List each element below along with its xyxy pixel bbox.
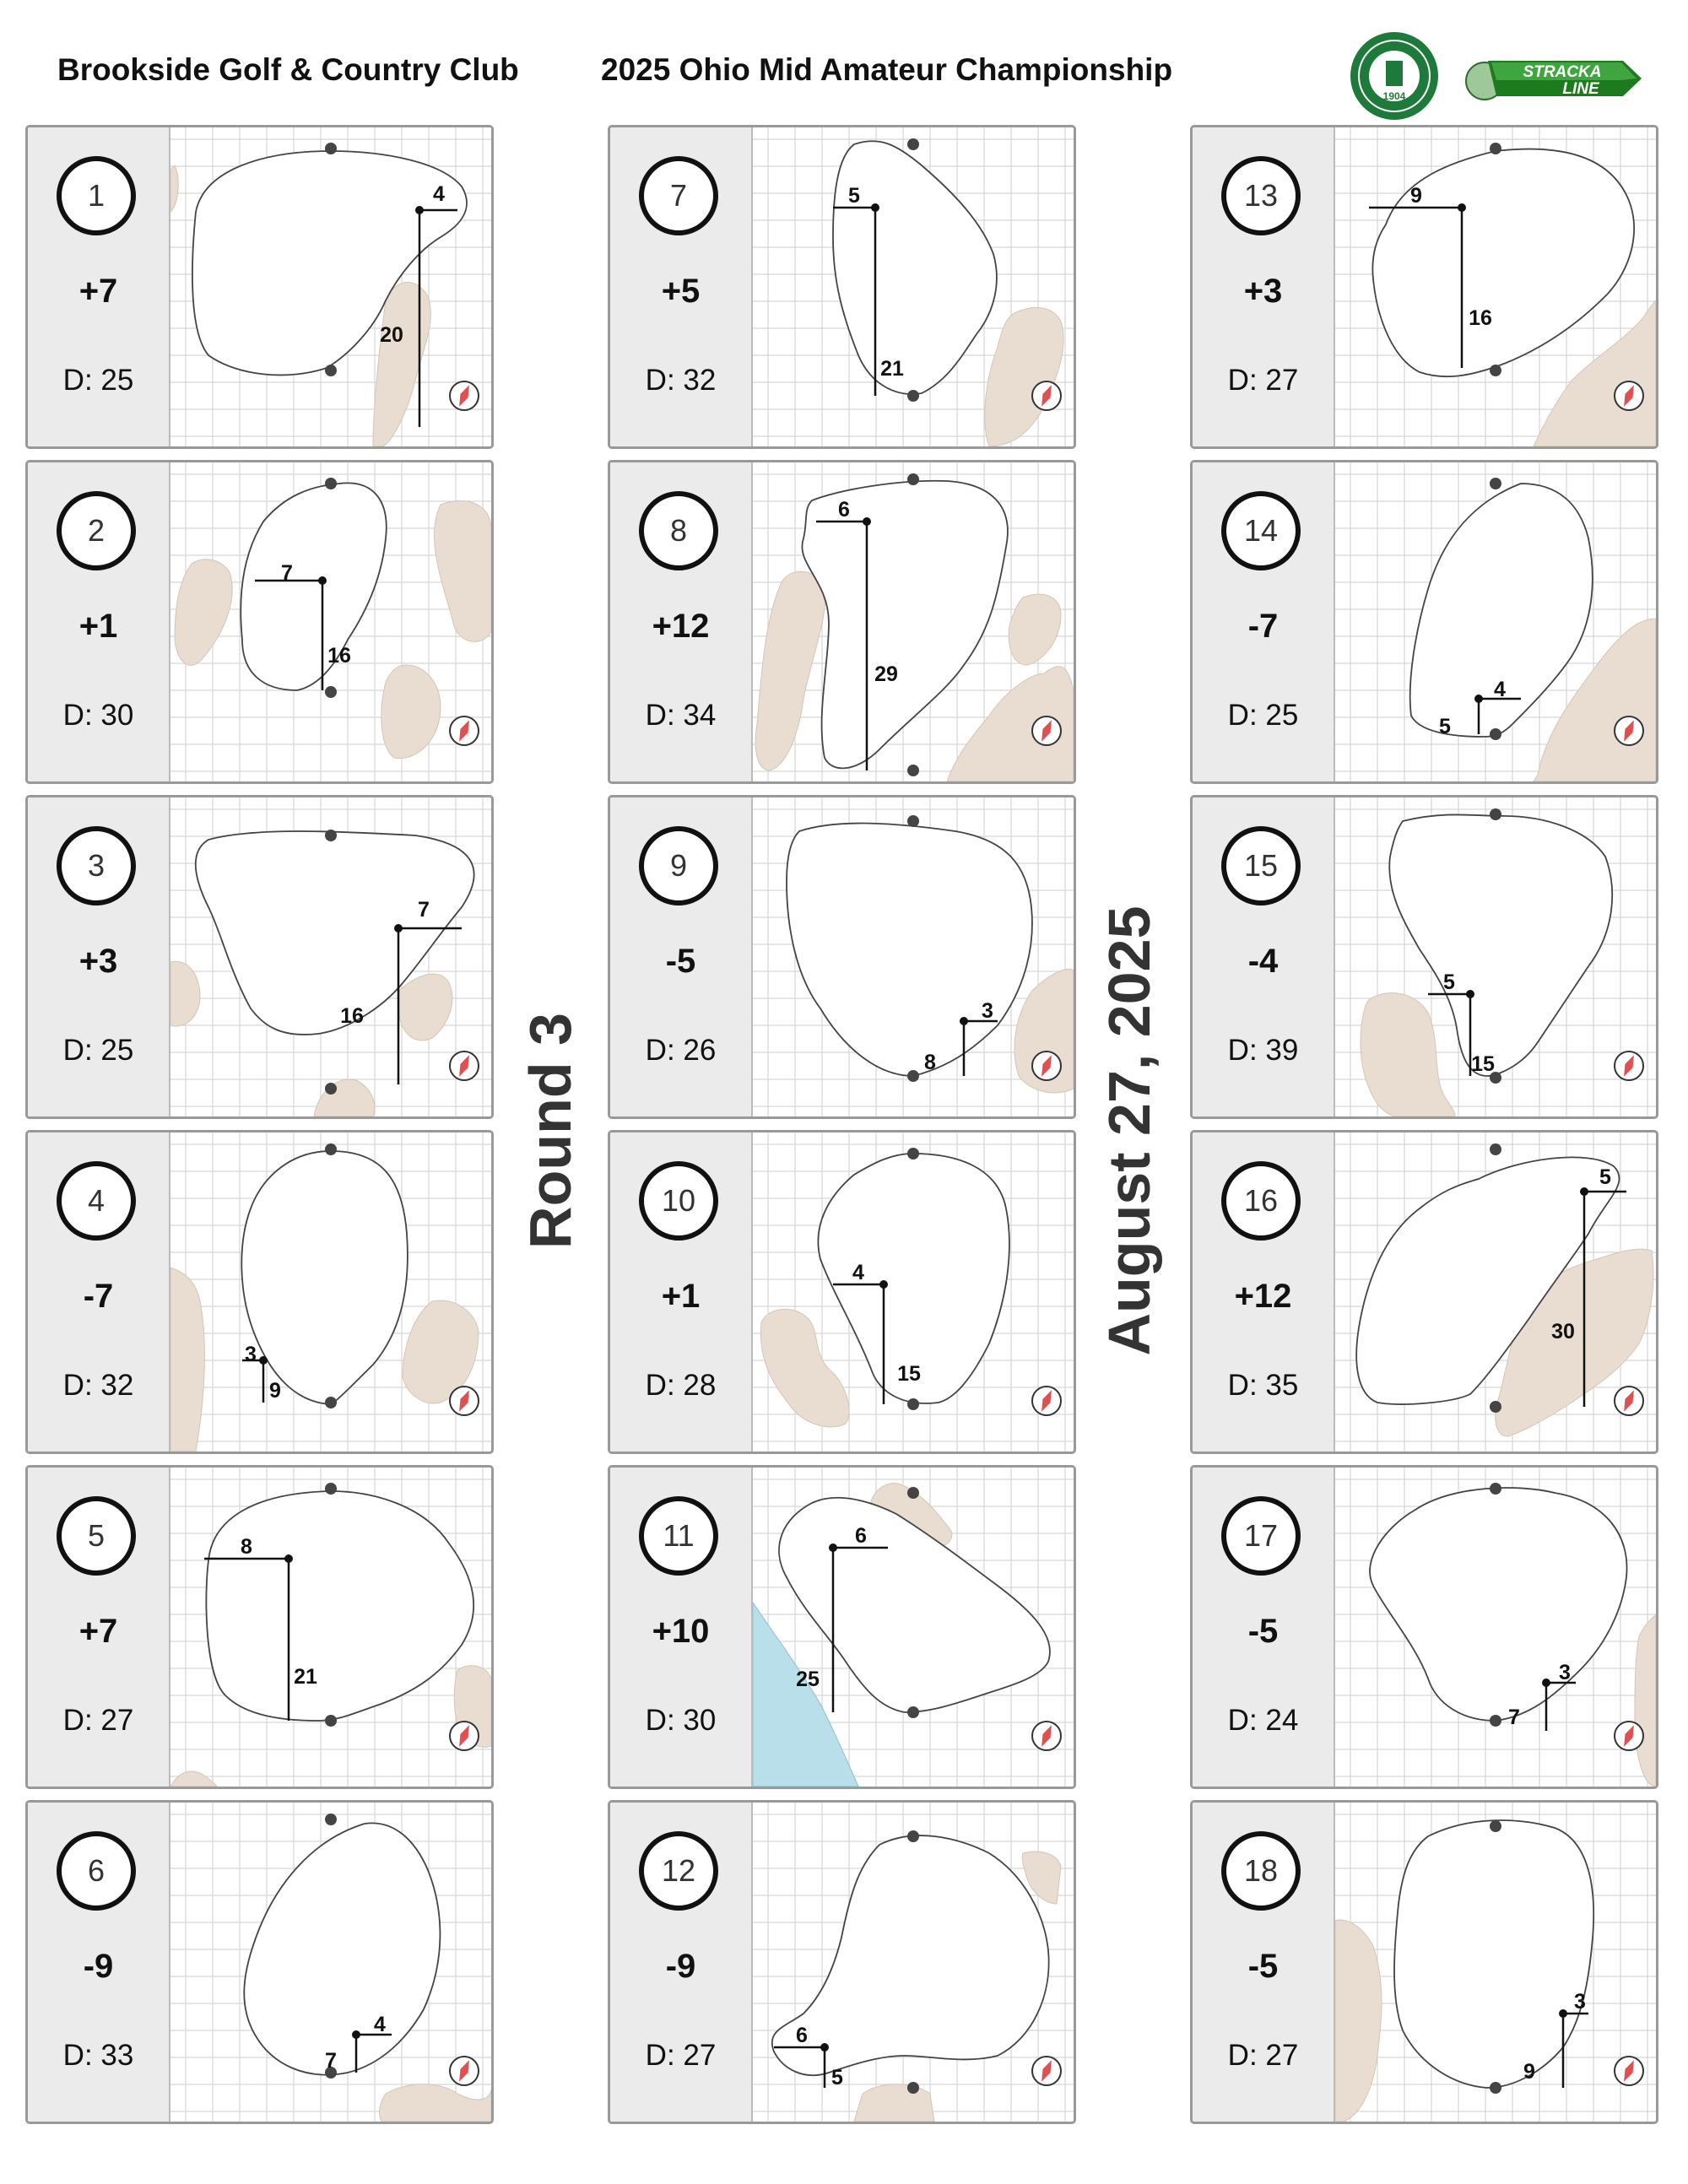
hole-info-panel <box>1193 1803 1335 2122</box>
green-diagram <box>1335 1803 1656 2122</box>
side-measure-text: 6 <box>838 498 850 522</box>
edge-marker <box>1490 728 1501 740</box>
green-diagram <box>170 1803 491 2122</box>
hole-info-panel <box>610 127 753 446</box>
depth-measure-text: 16 <box>340 1004 364 1028</box>
pin-location <box>960 1017 968 1025</box>
hole-card-3 <box>25 795 494 1119</box>
hole-info-panel <box>1193 797 1335 1116</box>
green-diagram <box>170 797 491 1116</box>
hole-number: 1 <box>57 156 136 235</box>
edge-marker <box>907 1830 919 1842</box>
green-depth: D: 27 <box>62 1704 134 1737</box>
hole-card-4 <box>25 1130 494 1454</box>
pin-offset: +3 <box>1243 273 1283 310</box>
hole-card-10 <box>608 1130 1076 1454</box>
hole-number: 3 <box>57 826 136 905</box>
side-measure-text: 3 <box>245 1343 257 1366</box>
hole-number: 6 <box>57 1831 136 1911</box>
depth-measure-text: 5 <box>831 2066 843 2089</box>
pin-location <box>284 1554 293 1563</box>
pin-location <box>394 924 403 933</box>
side-measure-text: 5 <box>848 184 860 208</box>
depth-measure-text: 16 <box>1469 306 1492 330</box>
edge-marker <box>907 138 919 150</box>
compass-icon <box>1032 2057 1061 2085</box>
green-diagram <box>170 1133 491 1451</box>
ohio-golf-association-logo <box>1349 30 1440 122</box>
green-depth: D: 25 <box>62 1034 134 1067</box>
pin-location <box>820 2043 829 2052</box>
hole-number: 18 <box>1221 1831 1301 1911</box>
compass-icon <box>1615 716 1643 745</box>
pin-offset: +1 <box>78 608 118 645</box>
edge-marker <box>907 390 919 402</box>
pin-location <box>1542 1679 1550 1687</box>
green-diagram <box>1335 462 1656 781</box>
edge-marker <box>907 1706 919 1718</box>
compass-icon <box>1615 381 1643 410</box>
edge-marker <box>907 473 919 485</box>
depth-measure-text: 16 <box>327 644 351 668</box>
hole-number: 15 <box>1221 826 1301 905</box>
hole-card-15 <box>1190 795 1658 1119</box>
side-measure-text: 8 <box>241 1535 252 1559</box>
green-diagram <box>170 462 491 781</box>
side-measure-text: 9 <box>1410 184 1422 208</box>
green-depth: D: 34 <box>645 699 717 732</box>
edge-marker <box>1490 478 1501 489</box>
green-diagram <box>1335 797 1656 1116</box>
edge-marker <box>1490 365 1501 376</box>
hole-card-5 <box>25 1465 494 1789</box>
side-measure-text: 6 <box>796 2024 808 2047</box>
hole-card-9 <box>608 795 1076 1119</box>
depth-measure-text: 30 <box>1551 1320 1575 1343</box>
hole-info-panel <box>610 462 753 781</box>
side-measure-text: 3 <box>1559 1661 1571 1684</box>
hole-card-17 <box>1190 1465 1658 1789</box>
hole-number: 8 <box>639 491 718 570</box>
pin-offset: -9 <box>665 1948 696 1985</box>
edge-marker <box>1490 1143 1501 1155</box>
compass-icon <box>450 1051 479 1080</box>
pin-location <box>879 1280 888 1289</box>
depth-measure-text: 21 <box>294 1665 317 1689</box>
hole-card-16 <box>1190 1130 1658 1454</box>
green-diagram <box>1335 127 1656 446</box>
pin-offset: -7 <box>83 1278 114 1315</box>
compass-icon <box>1032 1722 1061 1750</box>
hole-info-panel <box>28 1803 170 2122</box>
side-measure-text: 7 <box>418 898 430 922</box>
green-depth: D: 39 <box>1227 1034 1299 1067</box>
green-diagram <box>1335 1468 1656 1787</box>
green-diagram <box>753 797 1074 1116</box>
green-depth: D: 27 <box>1227 2039 1299 2072</box>
edge-marker <box>907 765 919 776</box>
edge-marker <box>1490 1820 1501 1832</box>
hole-info-panel <box>1193 127 1335 446</box>
pin-location <box>871 203 879 212</box>
green-depth: D: 30 <box>645 1704 717 1737</box>
hole-number: 9 <box>639 826 718 905</box>
hole-info-panel <box>28 462 170 781</box>
bunker <box>175 560 232 666</box>
compass-icon <box>450 381 479 410</box>
hole-card-18 <box>1190 1800 1658 2124</box>
green-outline <box>206 1491 473 1721</box>
edge-marker <box>907 1070 919 1082</box>
edge-marker <box>325 1814 337 1825</box>
edge-marker <box>1490 143 1501 154</box>
hole-info-panel <box>610 1468 753 1787</box>
pin-location <box>1466 990 1474 998</box>
hole-number: 10 <box>639 1161 718 1241</box>
pin-offset: +10 <box>652 1613 710 1650</box>
hole-info-panel <box>28 797 170 1116</box>
pin-offset: -5 <box>665 943 696 980</box>
edge-marker <box>1490 1715 1501 1727</box>
green-outline <box>802 481 1008 769</box>
edge-marker <box>325 478 337 489</box>
bunker <box>760 1309 849 1427</box>
green-depth: D: 30 <box>62 699 134 732</box>
pin-offset: -7 <box>1247 608 1279 645</box>
hole-number: 5 <box>57 1496 136 1576</box>
compass-icon <box>450 2057 479 2085</box>
green-depth: D: 33 <box>62 2039 134 2072</box>
pin-location <box>863 517 871 526</box>
bunker <box>1009 594 1061 665</box>
depth-measure-text: 9 <box>269 1379 281 1403</box>
green-diagram <box>1335 1133 1656 1451</box>
hole-card-2 <box>25 460 494 784</box>
edge-marker <box>1490 808 1501 820</box>
bunker <box>1335 1920 1382 2122</box>
green-outline <box>1370 1488 1626 1721</box>
edge-marker <box>325 830 337 841</box>
side-measure-text: 4 <box>1494 678 1506 701</box>
pin-offset: +1 <box>661 1278 701 1315</box>
svg-text:STRACKA: STRACKA <box>1523 63 1602 81</box>
edge-marker <box>907 2082 919 2094</box>
green-diagram <box>753 1803 1074 2122</box>
hole-info-panel <box>1193 1468 1335 1787</box>
pin-location <box>1474 695 1483 703</box>
edge-marker <box>325 365 337 376</box>
hole-number: 14 <box>1221 491 1301 570</box>
date-label: August 27, 2025 <box>1096 905 1162 1356</box>
edge-marker <box>325 1397 337 1408</box>
hole-card-14 <box>1190 460 1658 784</box>
green-outline <box>787 824 1032 1076</box>
svg-text:1904: 1904 <box>1382 90 1406 102</box>
compass-icon <box>1615 2057 1643 2085</box>
side-measure-text: 5 <box>1599 1165 1611 1189</box>
pin-offset: -5 <box>1247 1948 1279 1985</box>
bunker <box>1361 993 1455 1116</box>
hole-number: 13 <box>1221 156 1301 235</box>
pin-offset: +12 <box>1234 1278 1292 1315</box>
compass-icon <box>450 716 479 745</box>
hole-info-panel <box>610 1803 753 2122</box>
compass-icon <box>1615 1722 1643 1750</box>
green-depth: D: 32 <box>62 1369 134 1402</box>
edge-marker <box>907 1487 919 1499</box>
side-measure-text: 4 <box>433 182 445 206</box>
side-measure-text: 6 <box>855 1524 867 1548</box>
hole-number: 17 <box>1221 1496 1301 1576</box>
green-outline <box>241 483 386 690</box>
compass-icon <box>1032 1387 1061 1415</box>
green-depth: D: 27 <box>645 2039 717 2072</box>
pin-location <box>415 206 424 214</box>
bunker <box>170 1771 217 1787</box>
compass-icon <box>1032 1051 1061 1080</box>
depth-measure-text: 20 <box>380 323 403 347</box>
green-depth: D: 28 <box>645 1369 717 1402</box>
edge-marker <box>325 1083 337 1095</box>
compass-icon <box>1032 716 1061 745</box>
depth-measure-text: 9 <box>1523 2060 1535 2084</box>
compass-icon <box>450 1387 479 1415</box>
pin-offset: -5 <box>1247 1613 1279 1650</box>
side-measure-text: 3 <box>982 999 993 1023</box>
edge-marker <box>1490 1483 1501 1495</box>
pin-location <box>829 1543 837 1552</box>
side-measure-text: 4 <box>852 1261 864 1284</box>
edge-marker <box>907 815 919 827</box>
compass-icon <box>1615 1051 1643 1080</box>
green-depth: D: 24 <box>1227 1704 1299 1737</box>
green-outline <box>772 1835 1049 2075</box>
green-outline <box>779 1498 1050 1712</box>
hole-card-7 <box>608 125 1076 449</box>
green-depth: D: 25 <box>1227 699 1299 732</box>
green-depth: D: 32 <box>645 364 717 397</box>
pin-offset: +7 <box>78 1613 118 1650</box>
hole-card-6 <box>25 1800 494 2124</box>
hole-number: 4 <box>57 1161 136 1241</box>
hole-card-13 <box>1190 125 1658 449</box>
hole-info-panel <box>28 127 170 446</box>
green-diagram <box>170 127 491 446</box>
bunker <box>854 2084 934 2122</box>
svg-text:LINE: LINE <box>1562 80 1599 98</box>
depth-measure-text: 15 <box>897 1362 921 1386</box>
green-depth: D: 35 <box>1227 1369 1299 1402</box>
bunker <box>380 2084 491 2122</box>
bunker <box>170 165 178 212</box>
hole-info-panel <box>1193 462 1335 781</box>
edge-marker <box>325 1143 337 1155</box>
depth-measure-text: 25 <box>796 1668 820 1691</box>
depth-measure-text: 7 <box>1508 1706 1520 1729</box>
green-depth: D: 27 <box>1227 364 1299 397</box>
hole-info-panel <box>28 1133 170 1451</box>
green-diagram <box>753 462 1074 781</box>
green-depth: D: 25 <box>62 364 134 397</box>
pin-offset: +3 <box>78 943 118 980</box>
hole-number: 12 <box>639 1831 718 1911</box>
bunker <box>755 571 825 770</box>
side-measure-text: 4 <box>374 2013 386 2036</box>
pin-offset: -4 <box>1247 943 1279 980</box>
event-title: 2025 Ohio Mid Amateur Championship <box>601 52 1173 87</box>
pin-location <box>1580 1187 1588 1196</box>
hole-card-11 <box>608 1465 1076 1789</box>
compass-icon <box>450 1722 479 1750</box>
depth-measure-text: 15 <box>1471 1052 1495 1076</box>
side-measure-text: 3 <box>1574 1990 1586 2014</box>
round-label: Round 3 <box>517 1013 583 1249</box>
hole-card-8 <box>608 460 1076 784</box>
side-measure-text: 5 <box>1443 970 1455 994</box>
pin-offset: -9 <box>83 1948 114 1985</box>
club-name: Brookside Golf & Country Club <box>57 52 519 87</box>
green-outline <box>244 1823 440 2074</box>
bunker <box>434 500 491 641</box>
pin-offset: +5 <box>661 273 701 310</box>
stracka-line-logo <box>1463 52 1648 105</box>
side-measure-text: 7 <box>281 561 293 585</box>
edge-marker <box>325 1483 337 1495</box>
green-diagram <box>170 1468 491 1787</box>
depth-measure-text: 5 <box>1439 715 1451 738</box>
hole-number: 2 <box>57 491 136 570</box>
pin-location <box>1559 2009 1567 2018</box>
green-outline <box>833 141 997 394</box>
pin-location <box>259 1356 268 1365</box>
depth-measure-text: 29 <box>874 662 898 686</box>
compass-icon <box>1615 1387 1643 1415</box>
edge-marker <box>1490 1401 1501 1413</box>
bunker <box>170 1268 204 1451</box>
edge-marker <box>907 1148 919 1160</box>
hole-info-panel <box>28 1468 170 1787</box>
depth-measure-text: 8 <box>924 1051 936 1074</box>
green-outline <box>1372 149 1634 377</box>
hole-info-panel <box>610 1133 753 1451</box>
pin-offset: +12 <box>652 608 710 645</box>
hole-number: 11 <box>639 1496 718 1576</box>
bunker <box>398 974 452 1041</box>
edge-marker <box>1490 2082 1501 2094</box>
hole-card-1 <box>25 125 494 449</box>
edge-marker <box>325 1715 337 1727</box>
hole-info-panel <box>1193 1133 1335 1451</box>
compass-icon <box>1032 381 1061 410</box>
green-diagram <box>753 1468 1074 1787</box>
bunker <box>1635 1615 1656 1787</box>
hole-number: 16 <box>1221 1161 1301 1241</box>
bunker <box>314 1079 375 1116</box>
hole-number: 7 <box>639 156 718 235</box>
green-depth: D: 26 <box>645 1034 717 1067</box>
depth-measure-text: 7 <box>325 2049 337 2073</box>
pin-location <box>318 576 327 585</box>
hole-card-12 <box>608 1800 1076 2124</box>
edge-marker <box>325 686 337 698</box>
green-diagram <box>753 1133 1074 1451</box>
pin-location <box>1458 203 1466 212</box>
pin-location <box>352 2030 360 2039</box>
green-diagram <box>753 127 1074 446</box>
depth-measure-text: 21 <box>880 357 904 381</box>
edge-marker <box>907 1398 919 1410</box>
pin-offset: +7 <box>78 273 118 310</box>
hole-info-panel <box>610 797 753 1116</box>
edge-marker <box>325 143 337 154</box>
